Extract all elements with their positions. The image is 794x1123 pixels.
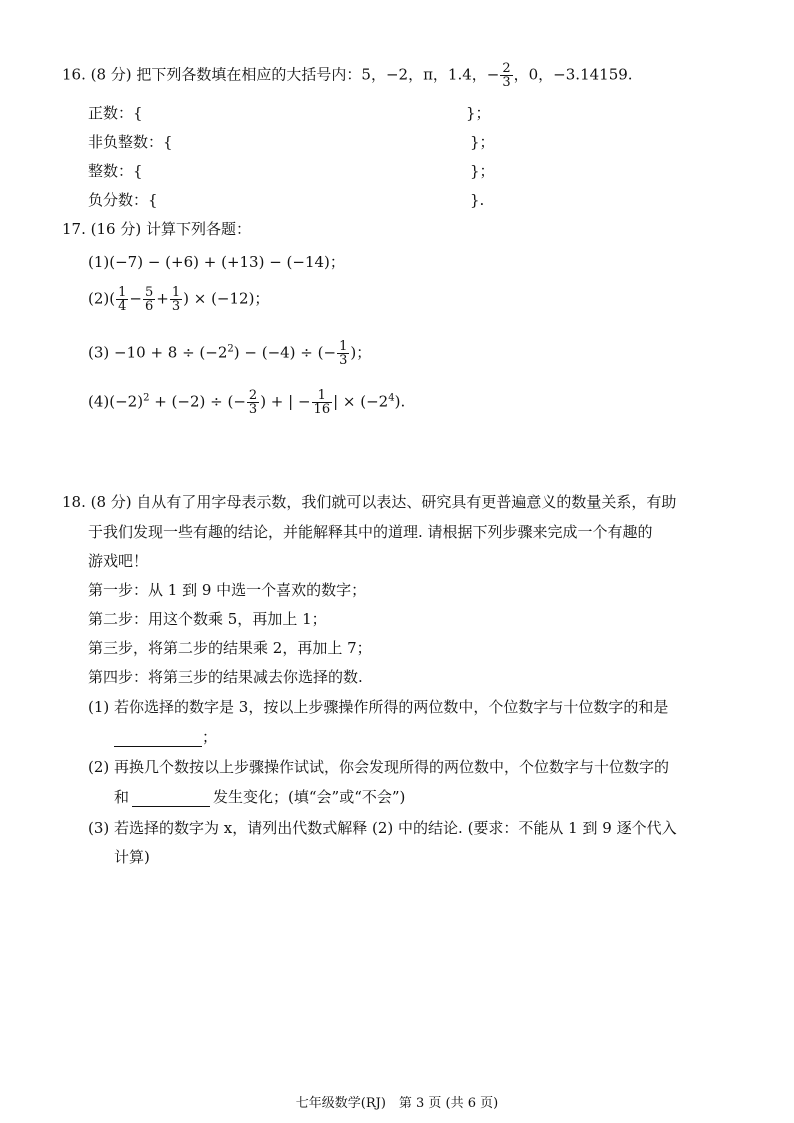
q16-row-neg-frac-end: }. (470, 191, 485, 209)
q18-sub1-answer: ； (114, 727, 217, 747)
q16-row-integer-end: }； (470, 162, 495, 180)
q16-row-nonneg-int: 非负整数：{ (88, 133, 173, 151)
q18-line2: 于我们发现一些有趣的结论，并能解释其中的道理. 请根据下列步骤来完成一个有趣的 (88, 523, 653, 541)
q18-sub1: (1) 若你选择的数字是 3，按以上步骤操作所得的两位数中，个位数字与十位数字的和是 (88, 698, 669, 716)
q18-step4: 第四步：将第三步的结果减去你选择的数. (88, 668, 363, 686)
page-footer: 七年级数学(RJ) 第 3 页 (共 6 页) (295, 1096, 499, 1111)
q18-sub1-blank[interactable] (114, 728, 202, 747)
q17-p4-frac2: $\frac{1}{16}$ (313, 388, 331, 417)
q17-part3: $(3) -10 + 8 \div (-2^2) - (-4)$ ÷ (− $\frac{1}{3}$ )； (88, 339, 372, 368)
q17-p2-frac2: $\frac{5}{6}$ (144, 285, 154, 314)
q17-part4: $(4)(-2)^2 + (-2)$ ÷ (− $\frac{2}{3}$ ) + | − $\frac{1}{16}$ | × $(-2^4)$. (88, 388, 406, 417)
q18-step2: 第二步：用这个数乘 5，再加上 1； (88, 610, 327, 628)
q16-row-positive: 正数：{ (88, 104, 143, 122)
q17-p4-frac1: $\frac{2}{3}$ (248, 388, 258, 417)
q18-sub3: (3) 若选择的数字为 x，请列出代数式解释 (2) 中的结论. (要求：不能从 1 到 9 逐个代入 (88, 819, 677, 837)
q16-row-positive-end: }； (466, 104, 491, 122)
q16-stem: 16. (8 分) 把下列各数填在相应的大括号内：5，−2，π，1.4，− $\frac{2}{3}$ ，0，−3.14159. (62, 61, 633, 90)
q18-line1: 18. (8 分) 自从有了用字母表示数，我们就可以表达、研究具有更普遍意义的数量关系，有助 (62, 493, 677, 511)
q17-p2-frac1: $\frac{1}{4}$ (118, 285, 127, 314)
q18-sub3-cont: 计算) (114, 848, 150, 866)
q18-sub2-blank[interactable] (132, 788, 210, 807)
q17-p3-frac: $\frac{1}{3}$ (339, 339, 348, 368)
q17-part2: (2)( $\frac{1}{4}$ − $\frac{5}{6}$ + $\frac{1}{3}$ ) × (−12)； (88, 285, 270, 314)
q18-line3: 游戏吧！ (88, 552, 149, 570)
q17-part1: (1)(−7) − (+6) + (+13) − (−14)； (88, 253, 345, 271)
q17-stem: 17. (16 分) 计算下列各题： (62, 220, 251, 238)
q17-p2-frac3: $\frac{1}{3}$ (171, 285, 181, 314)
q18-sub2: (2) 再换几个数按以上步骤操作试试，你会发现所得的两位数中，个位数字与十位数字的 (88, 758, 670, 776)
q18-step1: 第一步：从 1 到 9 中选一个喜欢的数字； (88, 581, 367, 599)
q16-row-neg-frac: 负分数：{ (88, 191, 158, 209)
q18-sub2-answer: 和 发生变化；(填“会”或“不会”) (114, 788, 406, 806)
q18-step3: 第三步，将第二步的结果乘 2，再加上 7； (88, 639, 372, 657)
q16-row-integer: 整数：{ (88, 162, 143, 180)
q16-fraction: $\frac{2}{3}$ (502, 61, 511, 90)
q16-row-nonneg-int-end: }； (470, 133, 495, 151)
